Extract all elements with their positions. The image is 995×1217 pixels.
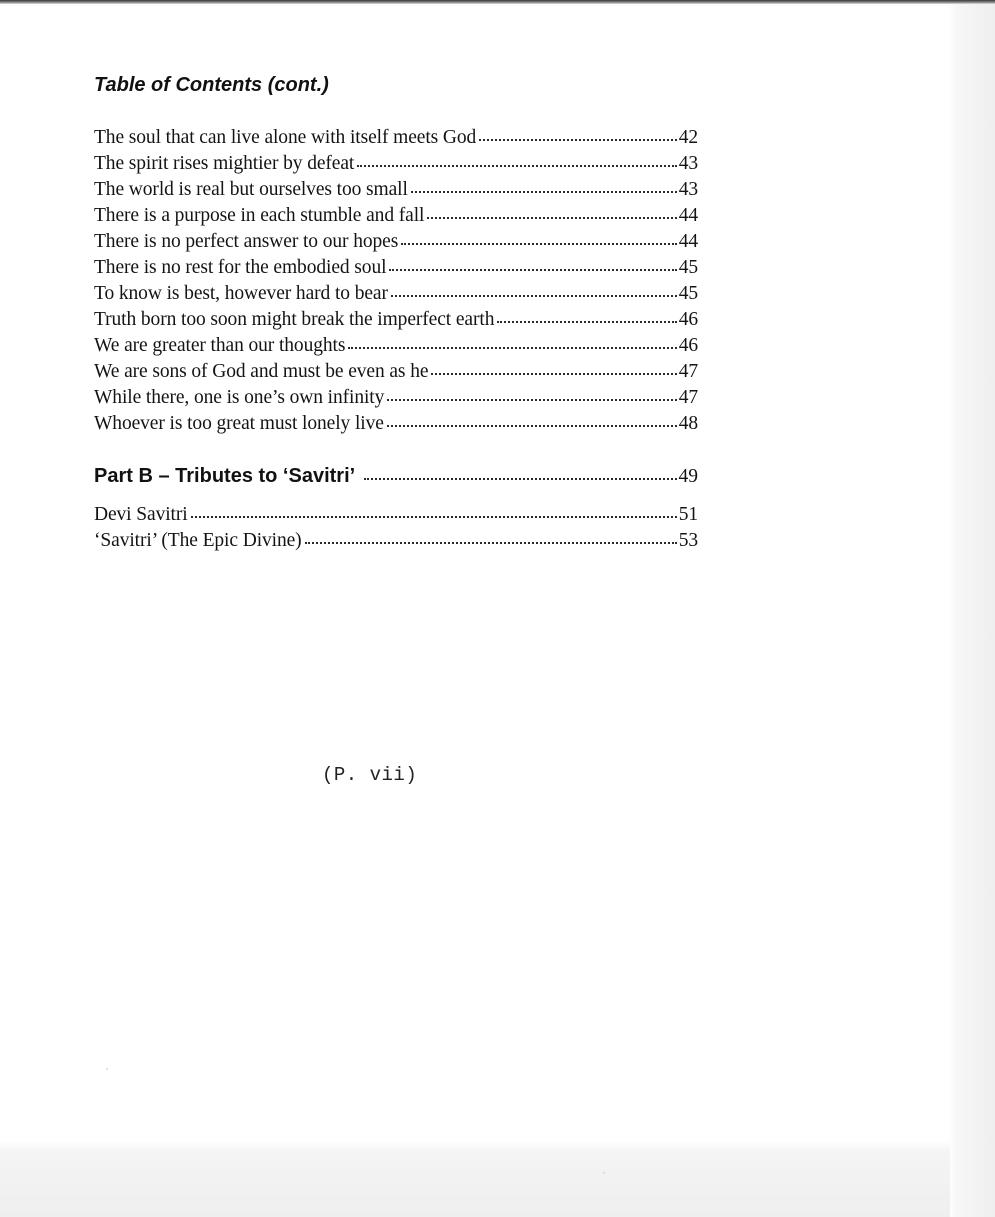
toc-entry-title: To know is best, however hard to bear — [94, 283, 388, 304]
toc-entry-page: 47 — [678, 387, 698, 408]
part-b-heading — [94, 462, 698, 490]
toc-entry-page: 43 — [678, 179, 698, 200]
toc-entry — [94, 151, 698, 177]
toc-entry-page: 47 — [678, 361, 698, 382]
toc-entry-title: While there, one is one’s own infinity — [94, 387, 385, 408]
toc-entry — [94, 411, 698, 437]
dot-leader — [305, 540, 677, 544]
toc-entry-title: Truth born too soon might break the imperfect earth — [94, 309, 495, 330]
dot-leader — [387, 397, 676, 401]
toc-entry — [94, 125, 698, 151]
toc-entry — [94, 281, 698, 307]
page-number-label: (P. vii) — [322, 764, 418, 786]
dot-leader — [401, 241, 676, 245]
toc-entry-page: 46 — [678, 335, 698, 356]
toc-entry-page: 51 — [678, 504, 698, 525]
toc-entry-page: 44 — [678, 205, 698, 226]
toc-entry-title: ‘Savitri’ (The Epic Divine) — [94, 530, 302, 551]
dot-leader — [497, 319, 676, 323]
toc-entry-title: There is no rest for the embodied soul — [94, 257, 387, 278]
toc-entry — [94, 229, 698, 255]
toc-entry — [94, 502, 698, 528]
toc-entry-page: 48 — [678, 413, 698, 434]
toc-entry-title: The soul that can live alone with itself meets God — [94, 127, 477, 148]
toc-entry-title: There is a purpose in each stumble and fall — [94, 205, 425, 226]
toc-entry — [94, 359, 698, 385]
dot-leader — [348, 345, 676, 349]
toc-entry-title: The world is real but ourselves too small — [94, 179, 408, 200]
dot-leader — [364, 476, 676, 480]
toc-entry — [94, 307, 698, 333]
toc-entry-title: We are sons of God and must be even as he — [94, 361, 429, 382]
scan-bottom-shade — [0, 1140, 950, 1217]
toc-entry — [94, 177, 698, 203]
toc-entry — [94, 255, 698, 281]
toc-entry-title: Whoever is too great must lonely live — [94, 413, 384, 434]
dot-leader — [411, 189, 677, 193]
dot-leader — [389, 267, 676, 271]
dot-leader — [391, 293, 677, 297]
part-b-title: Part B – Tributes to ‘Savitri’ — [94, 465, 356, 487]
toc-entry-page: 53 — [678, 530, 698, 551]
scan-speck — [603, 1172, 605, 1174]
toc-entry-title: We are greater than our thoughts — [94, 335, 346, 356]
scan-right-shade — [948, 4, 995, 1217]
dot-leader — [479, 137, 676, 141]
dot-leader — [191, 514, 677, 518]
toc-page — [94, 72, 698, 554]
toc-entry-title: There is no perfect answer to our hopes — [94, 231, 399, 252]
part-b-list — [94, 502, 698, 554]
toc-entry-title: The spirit rises mightier by defeat — [94, 153, 355, 174]
part-b-page: 49 — [678, 466, 698, 487]
toc-entry-page: 44 — [678, 231, 698, 252]
toc-entry-title: Devi Savitri — [94, 504, 188, 525]
scan-speck — [106, 1068, 108, 1070]
toc-entry — [94, 385, 698, 411]
scan-top-edge — [0, 0, 995, 4]
toc-entry-page: 46 — [678, 309, 698, 330]
toc-entry — [94, 528, 698, 554]
toc-entry-page: 43 — [678, 153, 698, 174]
toc-entry-page: 42 — [678, 127, 698, 148]
dot-leader — [387, 423, 677, 427]
toc-entry — [94, 333, 698, 359]
toc-entry-page: 45 — [678, 283, 698, 304]
dot-leader — [427, 215, 676, 219]
dot-leader — [431, 371, 676, 375]
toc-heading: Table of Contents (cont.) — [94, 74, 329, 96]
toc-entry — [94, 203, 698, 229]
toc-list — [94, 125, 698, 437]
toc-entry-page: 45 — [678, 257, 698, 278]
dot-leader — [357, 163, 676, 167]
